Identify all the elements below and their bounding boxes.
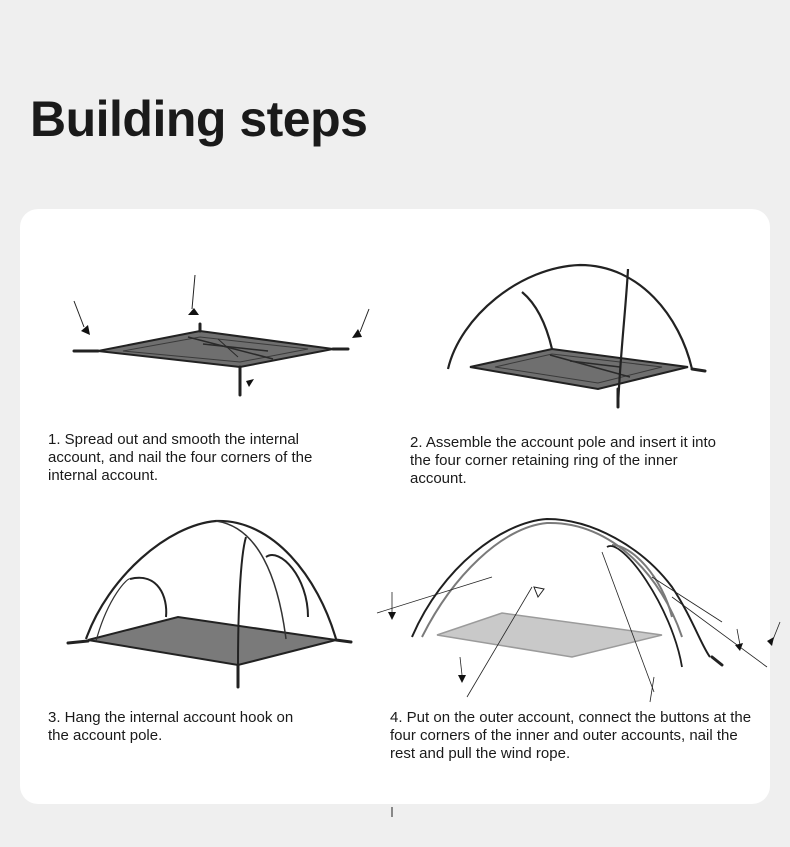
step-2-caption: 2. Assemble the account pole and insert it into the four corner retaining ring of the inner account. [410,434,717,487]
inner-tent-spread-icon [68,269,368,409]
step-1-caption: 1. Spread out and smooth the internal account, and nail the four corners of the internal account. [48,431,313,484]
page-title: Building steps [30,91,368,147]
steps-card [20,209,770,804]
tent-poles-assembly-icon [440,257,710,412]
step-3-caption: 3. Hang the internal account hook on the account pole. [48,709,294,744]
rainfly-staked-icon [372,517,767,702]
inner-tent-hooked-icon [68,517,358,692]
step-4-caption: 4. Put on the outer account, connect the buttons at the four corners of the inner and outer accounts, nail the rest and pull the wind rope. [390,709,752,762]
